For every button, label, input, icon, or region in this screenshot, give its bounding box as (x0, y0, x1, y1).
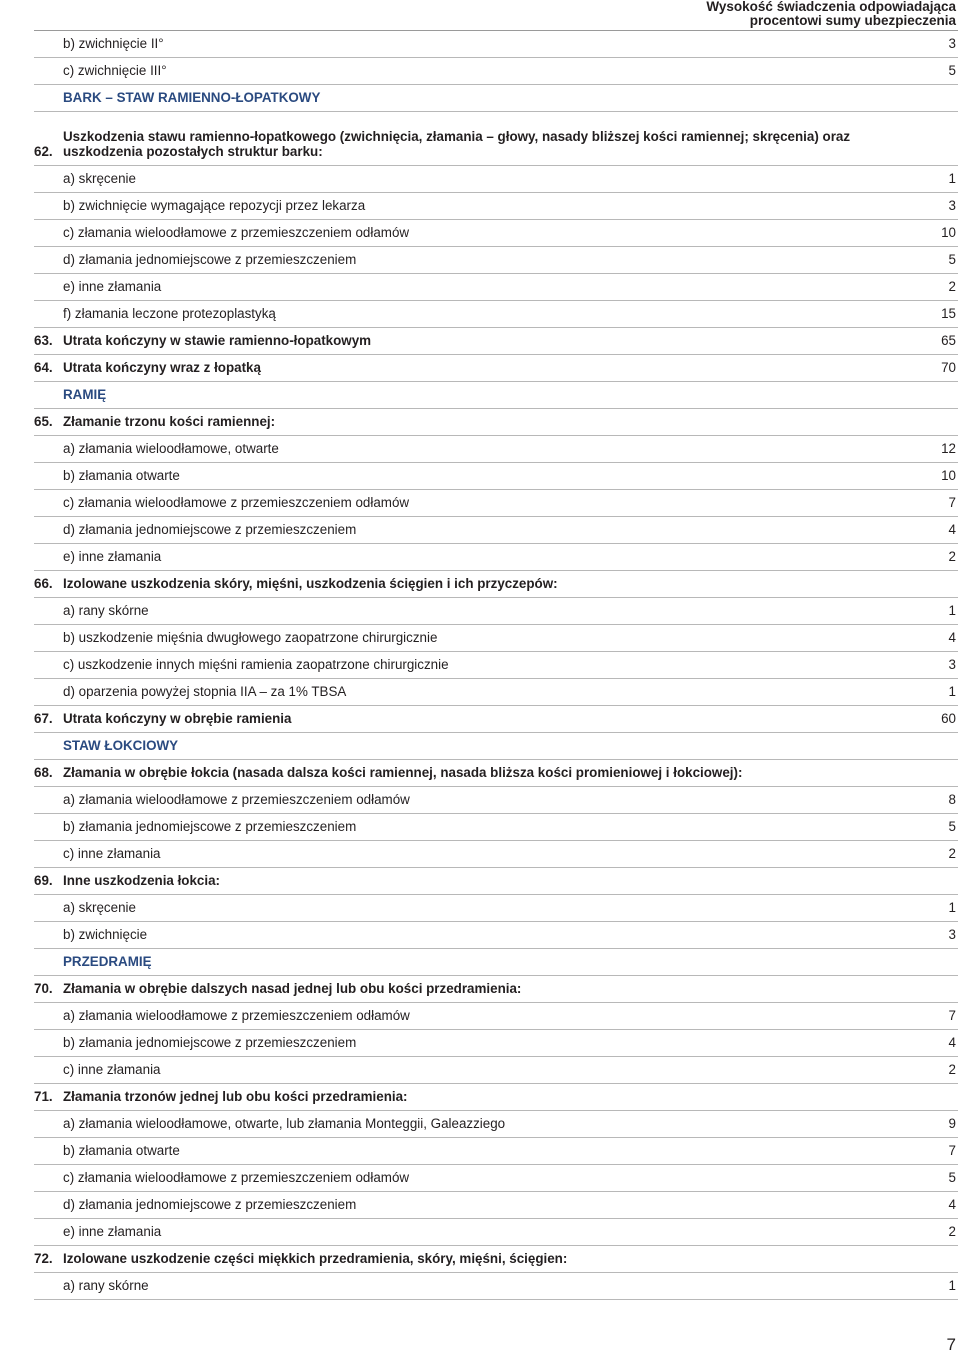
item-label: c) złamania wieloodłamowe z przemieszczeniem odłamów (63, 495, 410, 510)
sub-item-row (34, 1138, 958, 1165)
sub-item-row (34, 1219, 958, 1246)
column-header (706, 0, 956, 28)
item-label: Utrata kończyny wraz z łopatką (63, 360, 261, 375)
column-header-line2: procentowi sumy ubezpieczenia (749, 13, 956, 28)
benefit-percentage: 70 (941, 360, 956, 375)
sub-item-row (34, 166, 958, 193)
item-label: b) złamania otwarte (63, 1143, 180, 1158)
item-label: Złamania w obrębie dalszych nasad jednej lub obu kości przedramienia: (63, 981, 522, 996)
benefit-percentage: 5 (948, 252, 956, 267)
sub-item-row (34, 1030, 958, 1057)
item-label: c) zwichnięcie III° (63, 63, 167, 78)
section-heading-row (34, 949, 958, 976)
benefit-percentage: 8 (948, 792, 956, 807)
sub-item-row (34, 1192, 958, 1219)
sub-item-row (34, 895, 958, 922)
benefit-percentage: 2 (948, 846, 956, 861)
item-label: a) rany skórne (63, 603, 149, 618)
sub-item-row (34, 274, 958, 301)
benefit-percentage: 9 (948, 1116, 956, 1131)
item-label: b) złamania jednomiejscowe z przemieszczeniem (63, 819, 357, 834)
benefit-percentage: 10 (941, 225, 956, 240)
benefit-percentage: 65 (941, 333, 956, 348)
sub-item-row (34, 544, 958, 571)
benefit-percentage: 10 (941, 468, 956, 483)
numbered-item-row (34, 571, 958, 598)
item-number: 68. (34, 765, 53, 780)
numbered-item-row (34, 328, 958, 355)
numbered-item-row (34, 760, 958, 787)
benefit-percentage: 5 (948, 819, 956, 834)
numbered-item-row (34, 112, 958, 166)
numbered-item-row (34, 1246, 958, 1273)
sub-item-row (34, 31, 958, 58)
page-number: 7 (946, 1335, 956, 1354)
benefit-percentage: 2 (948, 1224, 956, 1239)
item-label: b) uszkodzenie mięśnia dwugłowego zaopatrzone chirurgicznie (63, 630, 438, 645)
item-label: e) inne złamania (63, 1224, 162, 1239)
item-label: Izolowane uszkodzenia skóry, mięśni, uszkodzenia ścięgien i ich przyczepów: (63, 576, 558, 591)
item-number: 64. (34, 360, 53, 375)
item-label: b) zwichnięcie wymagające repozycji przez lekarza (63, 198, 366, 213)
item-label: a) złamania wieloodłamowe z przemieszczeniem odłamów (63, 792, 410, 807)
sub-item-row (34, 490, 958, 517)
numbered-item-row (34, 706, 958, 733)
sub-item-row (34, 1111, 958, 1138)
sub-item-row (34, 436, 958, 463)
benefit-percentage: 15 (941, 306, 956, 321)
item-label: Inne uszkodzenia łokcia: (63, 873, 221, 888)
sub-item-row (34, 1057, 958, 1084)
benefit-percentage: 5 (948, 63, 956, 78)
benefit-percentage: 7 (948, 1143, 956, 1158)
item-label: b) złamania jednomiejscowe z przemieszczeniem (63, 1035, 357, 1050)
item-number: 69. (34, 873, 53, 888)
benefit-percentage: 1 (948, 684, 956, 699)
benefit-percentage: 4 (948, 1035, 956, 1050)
benefit-percentage: 3 (948, 927, 956, 942)
item-label: b) zwichnięcie (63, 927, 148, 942)
item-number: 71. (34, 1089, 53, 1104)
benefit-percentage: 3 (948, 198, 956, 213)
item-label: c) uszkodzenie innych mięśni ramienia zaopatrzone chirurgicznie (63, 657, 449, 672)
sub-item-row (34, 247, 958, 274)
item-number: 67. (34, 711, 53, 726)
benefit-percentage: 2 (948, 1062, 956, 1077)
benefit-percentage: 7 (948, 1008, 956, 1023)
item-number: 65. (34, 414, 53, 429)
item-label: a) złamania wieloodłamowe z przemieszczeniem odłamów (63, 1008, 410, 1023)
column-header-line1: Wysokość świadczenia odpowiadająca (706, 0, 956, 14)
numbered-item-row (34, 868, 958, 895)
item-label: Utrata kończyny w stawie ramienno-łopatkowym (63, 333, 372, 348)
numbered-item-row (34, 1084, 958, 1111)
item-label: d) złamania jednomiejscowe z przemieszczeniem (63, 252, 357, 267)
item-label: Utrata kończyny w obrębie ramienia (63, 711, 292, 726)
sub-item-row (34, 679, 958, 706)
sub-item-row (34, 193, 958, 220)
numbered-item-row (34, 976, 958, 1003)
section-title: PRZEDRAMIĘ (63, 954, 152, 969)
sub-item-row (34, 1003, 958, 1030)
item-label: a) skręcenie (63, 900, 136, 915)
sub-item-row (34, 220, 958, 247)
benefit-percentage: 2 (948, 279, 956, 294)
item-number: 66. (34, 576, 53, 591)
item-label: b) złamania otwarte (63, 468, 180, 483)
item-number: 72. (34, 1251, 53, 1266)
sub-item-row (34, 841, 958, 868)
section-heading-row (34, 85, 958, 112)
item-label: c) inne złamania (63, 846, 161, 861)
benefit-percentage: 1 (948, 603, 956, 618)
benefit-percentage: 2 (948, 549, 956, 564)
item-label: Złamania w obrębie łokcia (nasada dalsza kości ramiennej, nasada bliższa kości promieniowej i łokciowej): (63, 765, 743, 780)
item-label: a) skręcenie (63, 171, 136, 186)
benefit-percentage: 4 (948, 630, 956, 645)
item-label: Izolowane uszkodzenie części miękkich przedramienia, skóry, mięśni, ścięgien: (63, 1251, 568, 1266)
item-number: 63. (34, 333, 53, 348)
sub-item-row (34, 598, 958, 625)
numbered-item-row (34, 409, 958, 436)
benefit-percentage: 3 (948, 657, 956, 672)
benefit-percentage: 60 (941, 711, 956, 726)
item-label: a) złamania wieloodłamowe, otwarte, lub złamania Monteggii, Galeazziego (63, 1116, 506, 1131)
section-heading-row (34, 733, 958, 760)
item-number: 62. (34, 144, 53, 159)
item-label: d) złamania jednomiejscowe z przemieszczeniem (63, 522, 357, 537)
item-label: a) rany skórne (63, 1278, 149, 1293)
sub-item-row (34, 301, 958, 328)
item-label: Uszkodzenia stawu ramienno-łopatkowego (zwichnięcia, złamania – głowy, nasady bliższej kości ramiennej; skręcenia) oraz uszkodzenia pozostałych struktur barku: (63, 129, 851, 159)
sub-item-row (34, 625, 958, 652)
section-heading-row (34, 382, 958, 409)
item-label: c) inne złamania (63, 1062, 161, 1077)
benefit-percentage: 5 (948, 1170, 956, 1185)
item-label: d) oparzenia powyżej stopnia IIA – za 1% TBSA (63, 684, 347, 699)
item-label: e) inne złamania (63, 279, 162, 294)
section-title: STAW ŁOKCIOWY (63, 738, 179, 753)
benefit-percentage: 3 (948, 36, 956, 51)
benefit-percentage: 1 (948, 900, 956, 915)
item-label: e) inne złamania (63, 549, 162, 564)
sub-item-row (34, 517, 958, 544)
sub-item-row (34, 1273, 958, 1300)
benefit-percentage: 1 (948, 1278, 956, 1293)
item-label: f) złamania leczone protezoplastyką (63, 306, 276, 321)
section-title: RAMIĘ (63, 387, 107, 402)
item-label: d) złamania jednomiejscowe z przemieszczeniem (63, 1197, 357, 1212)
item-label: Złamanie trzonu kości ramiennej: (63, 414, 276, 429)
item-label: Złamania trzonów jednej lub obu kości przedramienia: (63, 1089, 408, 1104)
benefit-percentage: 7 (948, 495, 956, 510)
item-label: a) złamania wieloodłamowe, otwarte (63, 441, 279, 456)
item-number: 70. (34, 981, 53, 996)
benefit-percentage: 12 (941, 441, 956, 456)
sub-item-row (34, 922, 958, 949)
benefit-percentage: 4 (948, 522, 956, 537)
benefit-percentage: 4 (948, 1197, 956, 1212)
item-label: c) złamania wieloodłamowe z przemieszczeniem odłamów (63, 225, 410, 240)
benefit-percentage: 1 (948, 171, 956, 186)
schedule-table (0, 31, 960, 1300)
sub-item-row (34, 652, 958, 679)
section-title: BARK – STAW RAMIENNO-ŁOPATKOWY (63, 90, 321, 105)
sub-item-row (34, 1165, 958, 1192)
sub-item-row (34, 463, 958, 490)
numbered-item-row (34, 355, 958, 382)
item-label: c) złamania wieloodłamowe z przemieszczeniem odłamów (63, 1170, 410, 1185)
item-label: b) zwichnięcie II° (63, 36, 164, 51)
sub-item-row (34, 58, 958, 85)
sub-item-row (34, 814, 958, 841)
sub-item-row (34, 787, 958, 814)
